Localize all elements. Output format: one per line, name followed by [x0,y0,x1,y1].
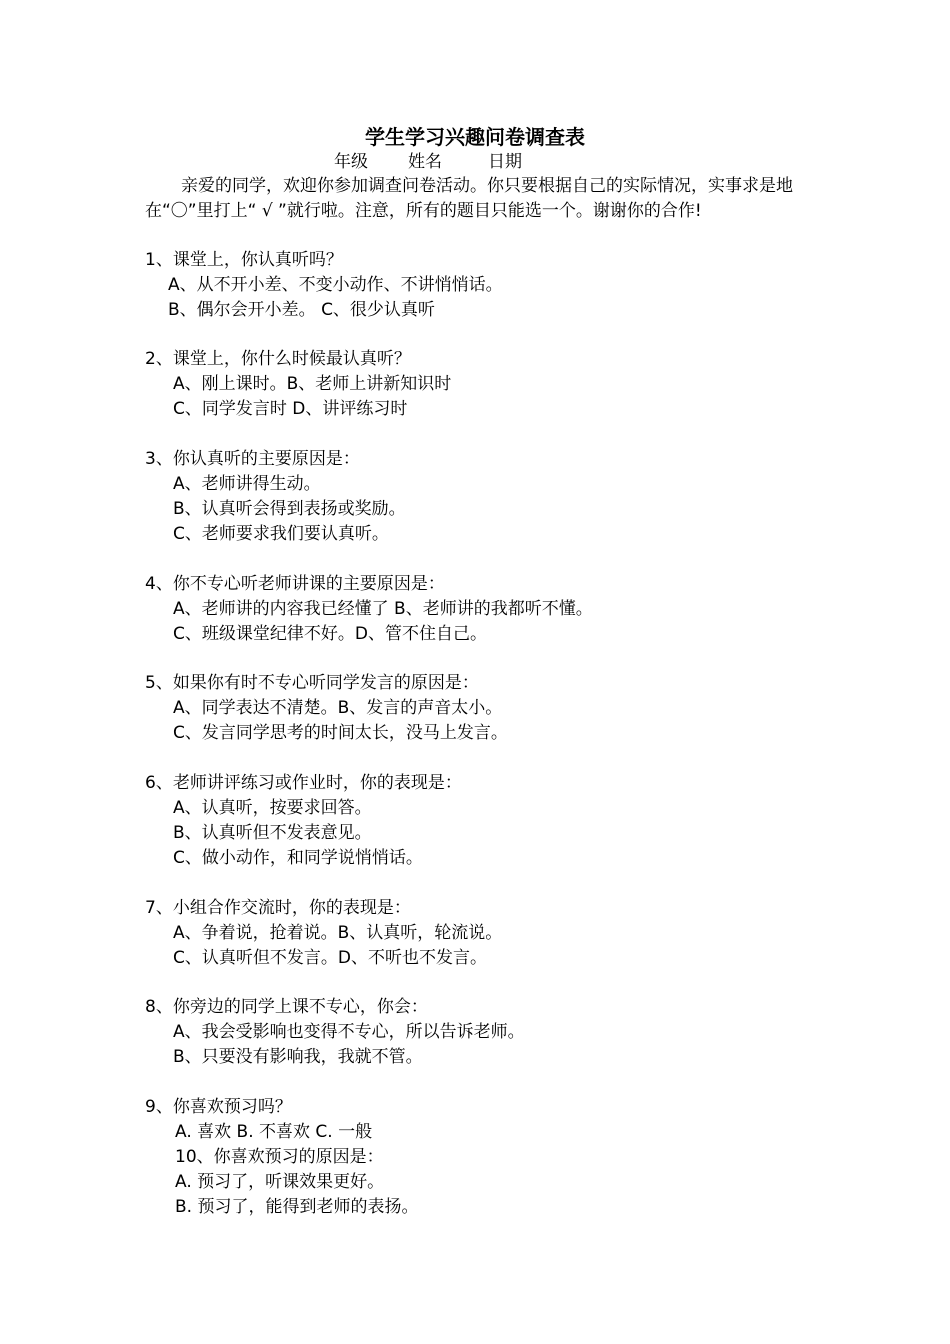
question-6: 6、老师讲评练习或作业时，你的表现是： [145,773,462,793]
intro-paragraph: 亲爱的同学，欢迎你参加调查问卷活动。你只要根据自己的实际情况，实事求是地在“〇”里打上“ √ ”就行啦。注意，所有的题目只能选一个。谢谢你的合作! [145,176,793,221]
question-7-option-line-1: A、争着说，抢着说。B、认真听，轮流说。 [173,923,503,943]
name-label: 姓名 [408,152,442,172]
question-3-option-line-3: C、老师要求我们要认真听。 [173,524,389,544]
question-8: 8、你旁边的同学上课不专心，你会： [145,997,428,1017]
question-5-option-line-1: A、同学表达不清楚。B、发言的声音太小。 [173,698,503,718]
question-8-option-line-2: B、只要没有影响我，我就不管。 [173,1047,423,1067]
question-1-option-line-2: B、偶尔会开小差。 C、很少认真听 [168,300,435,320]
question-5: 5、如果你有时不专心听同学发言的原因是： [145,673,479,693]
page-title: 学生学习兴趣问卷调查表 [365,125,585,149]
question-2-option-line-2: C、同学发言时 D、讲评练习时 [173,399,408,419]
question-2-option-line-1: A、刚上课时。B、老师上讲新知识时 [173,374,452,394]
question-5-option-line-2: C、发言同学思考的时间太长，没马上发言。 [173,723,508,743]
question-6-option-line-1: A、认真听，按要求回答。 [173,798,372,818]
question-7-option-line-2: C、认真听但不发言。D、不听也不发言。 [173,948,487,968]
question-9-option-line-1: A. 喜欢 B. 不喜欢 C. 一般 [175,1122,373,1142]
question-10-option-line-1: A. 预习了，听课效果更好。 [175,1172,385,1192]
question-8-option-line-1: A、我会受影响也变得不专心，所以告诉老师。 [173,1022,525,1042]
question-1: 1、课堂上，你认真听吗？ [145,250,343,270]
question-4-option-line-2: C、班级课堂纪律不好。D、管不住自己。 [173,624,487,644]
question-2: 2、课堂上，你什么时候最认真听？ [145,349,411,369]
student-info-line [334,150,522,174]
question-3: 3、你认真听的主要原因是： [145,449,360,469]
question-7: 7、小组合作交流时，你的表现是： [145,898,411,918]
date-label: 日期 [488,152,522,172]
question-6-option-line-2: B、认真听但不发表意见。 [173,823,372,843]
question-4: 4、你不专心听老师讲课的主要原因是： [145,574,445,594]
question-10: 10、你喜欢预习的原因是： [175,1147,384,1167]
question-3-option-line-1: A、老师讲得生动。 [173,474,321,494]
question-9: 9、你喜欢预习吗？ [145,1097,292,1117]
question-6-option-line-3: C、做小动作，和同学说悄悄话。 [173,848,423,868]
question-1-option-line-1: A、从不开小差、不变小动作、不讲悄悄话。 [168,275,503,295]
question-3-option-line-2: B、认真听会得到表扬或奖励。 [173,499,406,519]
question-10-option-line-2: B. 预习了，能得到老师的表扬。 [175,1197,419,1217]
question-4-option-line-1: A、老师讲的内容我已经懂了 B、老师讲的我都听不懂。 [173,599,593,619]
grade-label: 年级 [334,152,368,172]
